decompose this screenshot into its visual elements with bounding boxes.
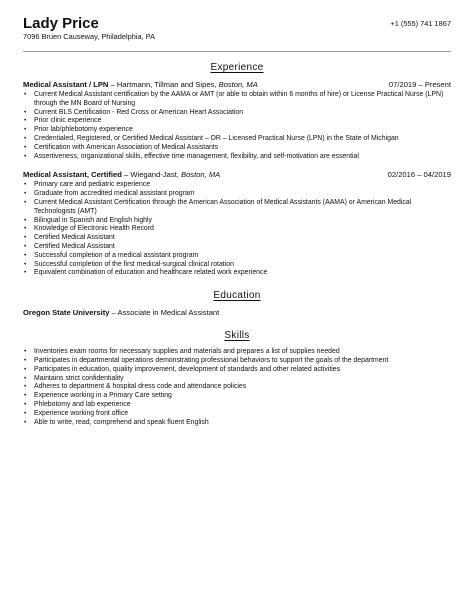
job-title: Medical Assistant / LPN — [23, 80, 109, 89]
list-item — [23, 153, 451, 162]
education-heading: Education — [213, 290, 261, 302]
bullet-text: Certified Medical Assistant — [34, 242, 115, 250]
bullet-text: Successful completion of the first medical-surgical clinical rotation — [34, 260, 234, 268]
bullet-text: Phlebotomy and lab experience — [34, 400, 131, 408]
job-company: Wiegand-Jast, — [130, 170, 181, 180]
list-item — [23, 348, 451, 357]
job-dates: 07/2019 – Present — [388, 80, 451, 89]
bullet-icon: • — [24, 91, 27, 98]
education-entry — [23, 308, 451, 318]
bullet-text: Prior clinic experience — [34, 117, 102, 125]
bullet-icon: • — [24, 152, 27, 160]
skills-heading: Skills — [224, 330, 250, 342]
list-item — [23, 375, 451, 384]
list-item — [23, 225, 451, 234]
resume-header — [23, 15, 451, 42]
bullet-text: Participates in education, quality improvement, development of standards and other related activities — [34, 365, 341, 373]
job-entry — [23, 80, 451, 161]
bullet-text: Able to write, read, comprehend and speak fluent English — [34, 418, 209, 426]
list-item — [23, 109, 451, 118]
school-name: Oregon State University — [23, 308, 110, 318]
bullet-text: Primary care and pediatric experience — [34, 181, 151, 189]
bullet-icon: • — [24, 348, 27, 356]
bullet-icon: • — [24, 356, 27, 364]
bullet-icon: • — [24, 365, 27, 373]
list-item — [23, 190, 451, 199]
bullet-text: Prior lab/phlebotomy experience — [34, 126, 133, 134]
bullet-icon: • — [24, 190, 27, 198]
job-header — [23, 80, 451, 90]
list-item — [23, 217, 451, 226]
candidate-address: 7096 Bruen Causeway, Philadelphia, PA — [23, 32, 156, 41]
job-header — [23, 170, 451, 180]
bullet-text: Credentialed, Registered, or Certified Medical Assistant – OR – Licensed Practical Nurse (LPN) in the State of Michigan — [34, 134, 399, 142]
list-item — [23, 269, 451, 278]
bullet-text: Equivalent combination of education and healthcare related work experience — [34, 269, 268, 277]
experience-heading: Experience — [210, 62, 264, 73]
list-item — [23, 117, 451, 126]
list-item — [23, 135, 451, 144]
bullet-icon: • — [24, 269, 27, 277]
list-item — [23, 91, 451, 109]
resume-page — [23, 15, 451, 427]
candidate-name: Lady Price — [23, 15, 99, 32]
bullet-icon: • — [24, 251, 27, 259]
bullet-text: Successful completion of a medical assistant program — [34, 251, 199, 259]
bullet-icon: • — [24, 242, 27, 250]
bullet-icon: • — [24, 225, 27, 233]
job-location: Boston, MA — [218, 80, 258, 89]
bullet-text: Assertiveness, organizational skills, effective time management, flexibility, and self-motivation are essential — [34, 152, 359, 160]
job-bullet-list — [23, 181, 451, 278]
bullet-icon: • — [24, 392, 27, 400]
bullet-icon: • — [24, 383, 27, 391]
bullet-icon: • — [24, 400, 27, 408]
bullet-icon: • — [24, 117, 27, 125]
bullet-icon: • — [24, 409, 27, 417]
list-item — [23, 366, 451, 375]
list-item — [23, 243, 451, 252]
bullet-text: Current Medical Assistant certification by the AAMA or AMT (or able to obtain within 6 months of hire) or License Practical Nurse (LPN) through the MN Board of Nursing — [34, 91, 444, 107]
list-item — [23, 392, 451, 401]
bullet-text: Maintains strict confidentiality — [34, 374, 124, 382]
bullet-text: Certified Medical Assistant — [34, 234, 115, 242]
bullet-icon: • — [24, 143, 27, 151]
bullet-text: Knowledge of Electronic Health Record — [34, 225, 154, 233]
education-separator: – — [109, 308, 118, 318]
degree-name: Associate in Medical Assistant — [117, 308, 220, 318]
bullet-icon: • — [24, 181, 27, 189]
list-item — [23, 357, 451, 366]
bullet-text: Adheres to department & hospital dress code and attendance policies — [34, 383, 247, 391]
job-location: Boston, MA — [181, 170, 221, 180]
list-item — [23, 126, 451, 135]
bullet-icon: • — [24, 374, 27, 382]
bullet-icon: • — [24, 418, 27, 426]
bullet-text: Inventories exam rooms for necessary supplies and materials and prepares a list of supplies needed — [34, 348, 340, 356]
bullet-text: Experience working front office — [34, 409, 129, 417]
list-item — [23, 252, 451, 261]
bullet-icon: • — [24, 198, 27, 206]
job-bullet-list — [23, 91, 451, 161]
candidate-phone: +1 (555) 741 1867 — [390, 19, 451, 28]
bullet-text: Bilingual in Spanish and English highly — [34, 216, 152, 224]
contact-block — [23, 15, 155, 42]
list-item — [23, 144, 451, 153]
skills-bullet-list — [23, 348, 451, 427]
bullet-icon: • — [24, 216, 27, 224]
list-item — [23, 410, 451, 419]
bullet-icon: • — [24, 134, 27, 142]
list-item — [23, 181, 451, 190]
job-dates: 02/2016 – 04/2019 — [387, 170, 451, 180]
list-item — [23, 261, 451, 270]
job-entry — [23, 170, 451, 278]
header-divider — [23, 51, 451, 52]
bullet-text: Participates in departmental operations demonstrating professional behaviors to support the goals of the department — [34, 356, 389, 364]
bullet-text: Graduate from accredited medical assistant program — [34, 190, 195, 198]
job-separator: – — [121, 170, 131, 180]
bullet-text: Current Medical Assistant Certification through the American Association of Medical Assistants (AAMA) or American Medical Technologists (AMT) — [34, 198, 412, 215]
list-item — [23, 419, 451, 428]
bullet-icon: • — [24, 234, 27, 242]
job-title: Medical Assistant, Certified — [23, 170, 122, 180]
bullet-icon: • — [24, 126, 27, 134]
list-item — [23, 383, 451, 392]
bullet-text: Experience working in a Primary Care setting — [34, 392, 172, 400]
list-item — [23, 199, 451, 217]
bullet-icon: • — [24, 108, 27, 116]
bullet-text: Current BLS Certification - Red Cross or American Heart Association — [34, 108, 244, 116]
bullet-text: Certification with American Association of Medical Assistants — [34, 143, 219, 151]
job-separator: – — [108, 80, 117, 89]
job-company: Hartmann, Tillman and Sipes, — [116, 80, 219, 89]
bullet-icon: • — [24, 260, 27, 268]
list-item — [23, 234, 451, 243]
list-item — [23, 401, 451, 410]
